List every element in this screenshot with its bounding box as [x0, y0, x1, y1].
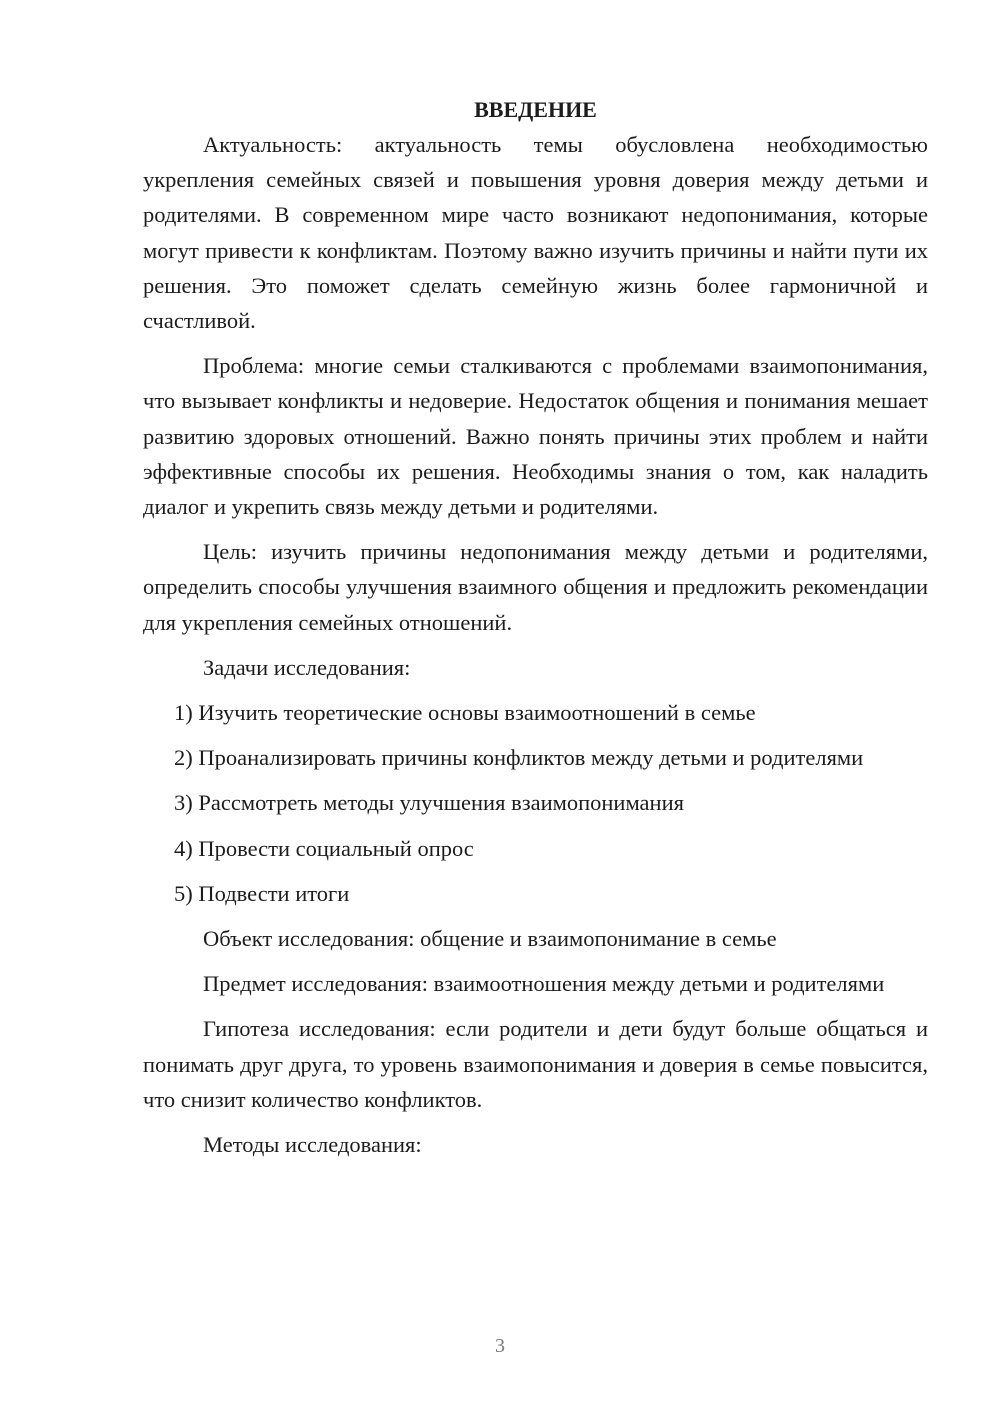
paragraph-object: Объект исследования: общение и взаимопонимание в семье [203, 926, 777, 952]
list-item: 5) Подвести итоги [174, 880, 350, 906]
page-number: 3 [495, 1335, 505, 1357]
paragraph-relevance: Актуальность: актуальность темы обусловлена необходимостью укрепления семейных связей и повышения уровня доверия между детьми и родителями. В современном мире часто возникают недопонимания, которые могут привести к конфликтам. Поэтому важно изучить причины и найти пути их решения. Это поможет сделать семейную жизнь более гармоничной и счастливой. [143, 132, 928, 334]
list-item: 2) Проанализировать причины конфликтов между детьми и родителями [174, 745, 864, 771]
document-page [143, 92, 928, 1332]
tasks-heading: Задачи исследования: [203, 654, 411, 680]
tasks-list [143, 695, 928, 911]
list-item: 1) Изучить теоретические основы взаимоотношений в семье [174, 700, 756, 726]
list-item: 3) Рассмотреть методы улучшения взаимопонимания [174, 790, 684, 816]
paragraph-subject: Предмет исследования: взаимоотношения между детьми и родителями [203, 971, 885, 997]
list-item: 4) Провести социальный опрос [174, 835, 474, 861]
paragraph-problem: Проблема: многие семьи сталкиваются с проблемами взаимопонимания, что вызывает конфликты и недоверие. Недостаток общения и понимания мешает развитию здоровых отношений. Важно понять причины этих проблем и найти эффективные способы их решения. Необходимы знания о том, как наладить диалог и укрепить связь между детьми и родителями. [143, 353, 928, 520]
paragraph-hypothesis: Гипотеза исследования: если родители и дети будут больше общаться и понимать друг друга, то уровень взаимопонимания и доверия в семье повысится, что снизит количество конфликтов. [143, 1016, 928, 1112]
page-title: ВВЕДЕНИЕ [474, 97, 597, 122]
methods-heading: Методы исследования: [203, 1132, 422, 1158]
paragraph-goal: Цель: изучить причины недопонимания между детьми и родителями, определить способы улучшения взаимного общения и предложить рекомендации для укрепления семейных отношений. [143, 539, 928, 635]
